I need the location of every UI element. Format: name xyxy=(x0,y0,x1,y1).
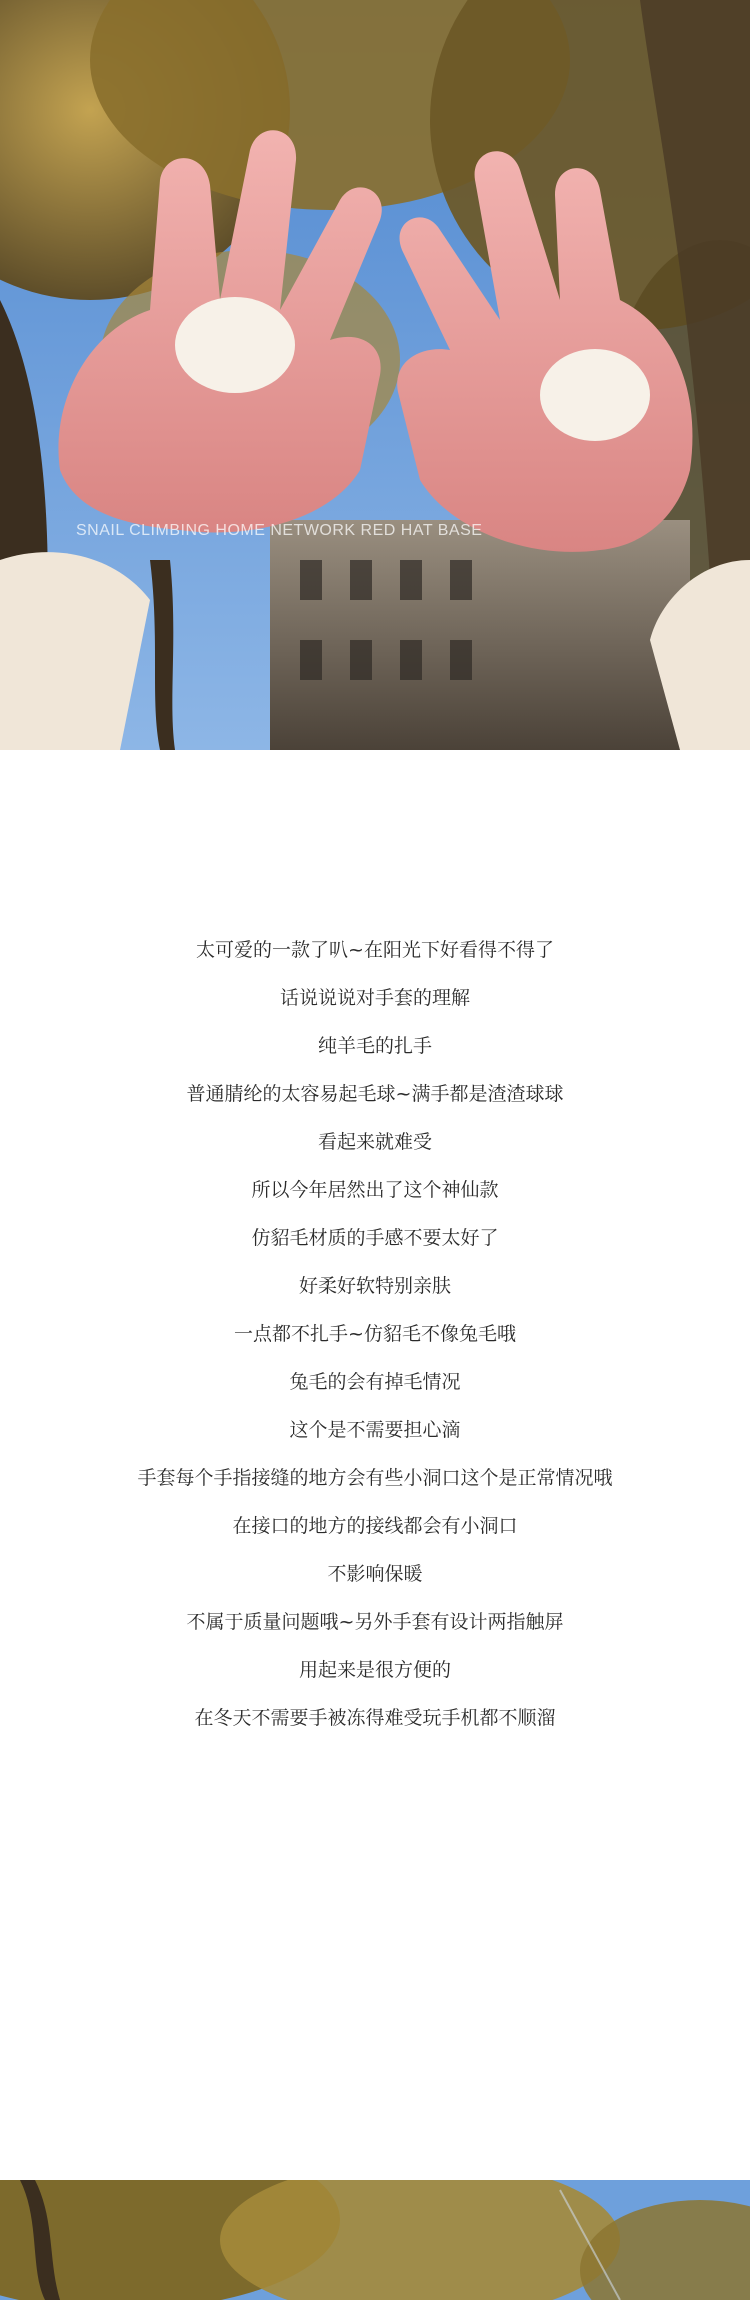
description-line: 用起来是很方便的 xyxy=(298,1659,451,1681)
watermark-text: SNAIL CLIMBING HOME NETWORK RED HAT BASE xyxy=(76,522,483,539)
description-line: 好柔好软特别亲肤 xyxy=(298,1275,451,1297)
description-line: 纯羊毛的扎手 xyxy=(317,1035,432,1057)
hero-photo xyxy=(0,0,750,750)
hero-photo-illustration xyxy=(0,0,750,750)
description-line: 仿貂毛材质的手感不要太好了 xyxy=(251,1227,499,1249)
product-description xyxy=(0,930,750,1746)
description-line: 一点都不扎手~仿貂毛不像兔毛哦 xyxy=(234,1323,516,1345)
description-line: 所以今年居然出了这个神仙款 xyxy=(251,1179,499,1201)
description-line: 在接口的地方的接线都会有小洞口 xyxy=(232,1515,518,1537)
description-line: 普通腈纶的太容易起毛球~满手都是渣渣球球 xyxy=(186,1083,564,1105)
description-line: 话说说说对手套的理解 xyxy=(279,987,470,1009)
footer-photo-illustration xyxy=(0,2180,750,2300)
description-line: 在冬天不需要手被冻得难受玩手机都不顺溜 xyxy=(194,1707,556,1729)
description-line: 看起来就难受 xyxy=(317,1131,432,1153)
footer-photo xyxy=(0,2180,750,2300)
description-line: 不属于质量问题哦~另外手套有设计两指触屏 xyxy=(186,1611,564,1633)
description-line: 太可爱的一款了叭~在阳光下好看得不得了 xyxy=(196,939,554,961)
description-line: 手套每个手指接缝的地方会有些小洞口这个是正常情况哦 xyxy=(137,1467,613,1489)
description-line: 不影响保暖 xyxy=(327,1563,423,1585)
description-line: 兔毛的会有掉毛情况 xyxy=(289,1371,461,1393)
description-line: 这个是不需要担心滴 xyxy=(289,1419,461,1441)
